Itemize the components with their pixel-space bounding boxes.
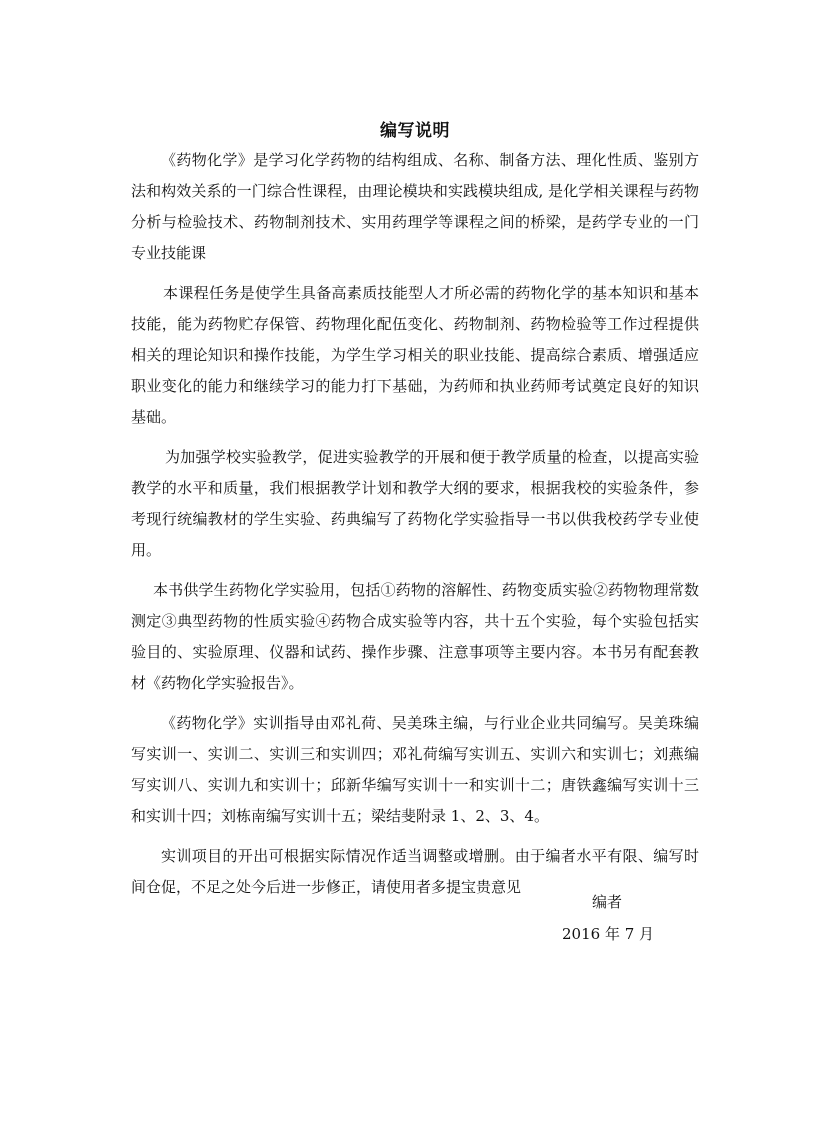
paragraph-editors: 《药物化学》实训指导由邓礼荷、吴美珠主编，与行业企业共同编写。吴美珠编写实训一、实训二、实训三和实训四；邓礼荷编写实训五、实训六和实训七；刘燕编写实训八、实训九和实训十；邱新华编写实训十一和实训十二；唐铁鑫编写实训十三和实训十四；刘栋南编写实训十五；梁结斐附录 1、2、3、4。 bbox=[131, 714, 699, 825]
paragraph-experiment-teaching: 为加强学校实验教学，促进实验教学的开展和便于教学质量的检查，以提高实验教学的水平和质量，我们根据教学计划和教学大纲的要求，根据我校的实验条件，参考现行统编教材的学生实验、药典编写了药物化学实验指导一书以供我校药学专业使用。 bbox=[131, 448, 699, 559]
document-body bbox=[131, 145, 699, 912]
paragraph-course-intro: 《药物化学》是学习化学药物的结构组成、名称、制备方法、理化性质、鉴别方法和构效关系的一门综合性课程，由理论模块和实践模块组成, 是化学相关课程与药物分析与检验技术、药物制剂技术、实用药理学等课程之间的桥梁，是药学专业的一门专业技能课 bbox=[131, 151, 699, 262]
paragraph-closing-note: 实训项目的开出可根据实际情况作适当调整或增删。由于编者水平有限、编写时间仓促，不足之处今后进一步修正，请使用者多提宝贵意见 bbox=[131, 847, 699, 896]
signature: 编者 bbox=[592, 893, 623, 911]
page-title: 编写说明 bbox=[380, 121, 450, 141]
paragraph-book-contents: 本书供学生药物化学实验用，包括①药物的溶解性、药物变质实验②药物物理常数测定③典型药物的性质实验④药物合成实验等内容，共十五个实验，每个实验包括实验目的、实验原理、仪器和试药、操作步骤、注意事项等主要内容。本书另有配套教材《药物化学实验报告》。 bbox=[131, 581, 699, 692]
paragraph-course-task: 本课程任务是使学生具备高素质技能型人才所必需的药物化学的基本知识和基本技能，能为药物贮存保管、药物理化配伍变化、药物制剂、药物检验等工作过程提供相关的理论知识和操作技能，为学生学习相关的职业技能、提高综合素质、增强适应职业变化的能力和继续学习的能力打下基础，为药师和执业药师考试奠定良好的知识基础。 bbox=[131, 284, 699, 426]
signature-date: 2016 年 7 月 bbox=[562, 925, 655, 943]
